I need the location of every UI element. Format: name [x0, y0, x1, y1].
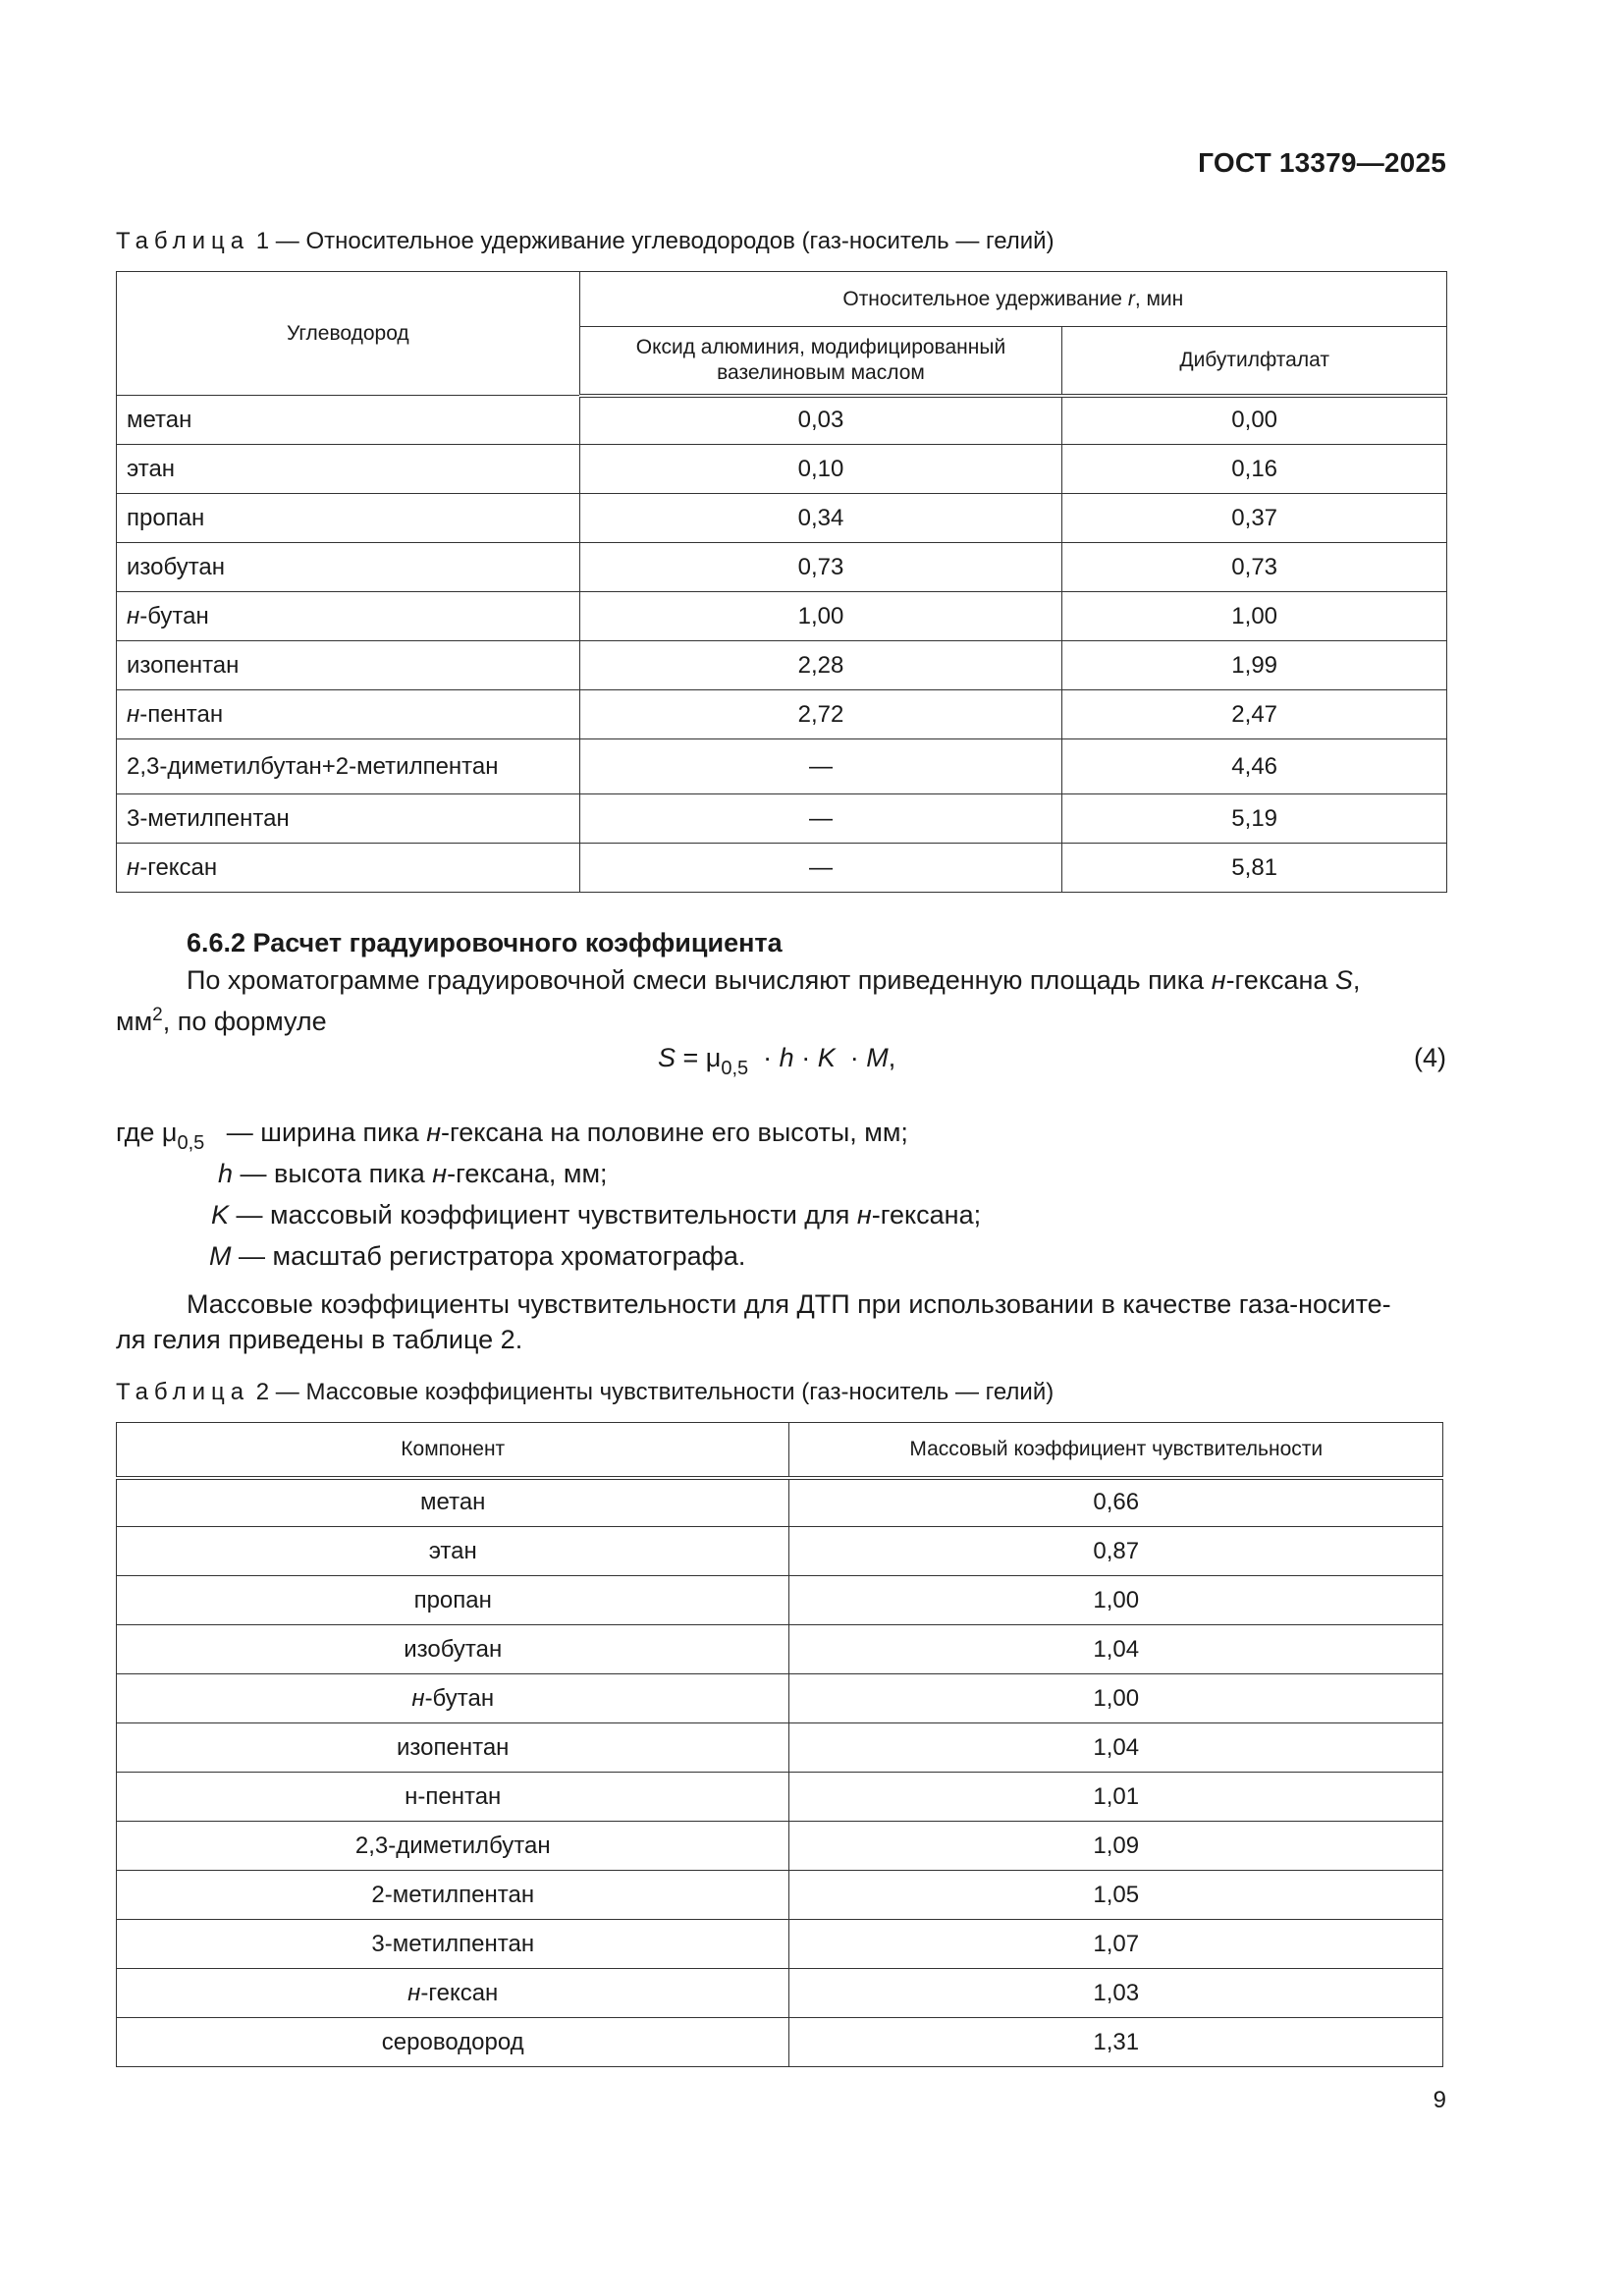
- table2-row: [117, 1576, 1443, 1625]
- table2-row: [117, 1625, 1443, 1674]
- table2-cell-coefficient: 1,03: [789, 1969, 1443, 2018]
- table2-row: [117, 1674, 1443, 1723]
- table1-cell-dibutylphthalate: 1,99: [1062, 641, 1447, 690]
- section-title: 6.6.2 Расчет градуировочного коэффициента: [187, 928, 783, 957]
- formula-number: (4): [1414, 1043, 1446, 1072]
- table1-cell-component: этан: [117, 445, 580, 494]
- table2-cell-coefficient: 1,04: [789, 1723, 1443, 1773]
- table1-cell-dibutylphthalate: 1,00: [1062, 592, 1447, 641]
- table1-cell-dibutylphthalate: 0,73: [1062, 543, 1447, 592]
- table1-row: [117, 690, 1447, 739]
- definition-h: h — высота пика н-гексана, мм;: [218, 1159, 608, 1188]
- formula-4: $S = \mu_{0,5} \cdot h \cdot K \cdot M$,: [658, 1043, 896, 1079]
- table1-cell-alumina: 0,34: [579, 494, 1062, 543]
- table1-cell-dibutylphthalate: 0,00: [1062, 396, 1447, 445]
- table2-cell-component: метан: [117, 1478, 789, 1527]
- table1-cell-dibutylphthalate: 2,47: [1062, 690, 1447, 739]
- table2-header-value: Массовый коэффициент чувствительности: [789, 1423, 1443, 1478]
- table2-row: [117, 1527, 1443, 1576]
- table2-header-component: Компонент: [117, 1423, 789, 1478]
- definition-m: M — масштаб регистратора хроматографа.: [209, 1241, 746, 1271]
- table1-cell-alumina: 0,73: [579, 543, 1062, 592]
- table2-caption-label: Таблица: [116, 1379, 250, 1405]
- table1-header-component: Углеводород: [117, 272, 580, 396]
- table2-row: [117, 1478, 1443, 1527]
- standard-header: ГОСТ 13379—2025: [1198, 147, 1446, 178]
- table2-caption: [116, 1379, 1054, 1406]
- table1-cell-component: н-бутан: [117, 592, 580, 641]
- table1-row: [117, 794, 1447, 844]
- table2-cell-coefficient: 1,07: [789, 1920, 1443, 1969]
- table1-cell-alumina: —: [579, 739, 1062, 794]
- table1-row: [117, 641, 1447, 690]
- paragraph-2-line1: Массовые коэффициенты чувствительности для ДТП при использовании в качестве газа-носите-: [187, 1289, 1391, 1319]
- table2-cell-coefficient: 0,66: [789, 1478, 1443, 1527]
- table2-cell-coefficient: 1,04: [789, 1625, 1443, 1674]
- intro-paragraph-line2: $мм^2$, по формуле: [116, 1005, 327, 1036]
- table1-header-group: Относительное удерживание r, мин: [579, 272, 1446, 327]
- definition-mu: где $\mu_{0,5}$ — ширина пика н-гексана на половине его высоты, мм;: [116, 1118, 908, 1154]
- page-number: 9: [1433, 2087, 1446, 2113]
- table2-cell-coefficient: 1,09: [789, 1822, 1443, 1871]
- table1-cell-component: н-пентан: [117, 690, 580, 739]
- table2-cell-component: сероводород: [117, 2018, 789, 2067]
- table1-cell-component: изопентан: [117, 641, 580, 690]
- table1-cell-alumina: 2,28: [579, 641, 1062, 690]
- table2-cell-component: изобутан: [117, 1625, 789, 1674]
- table2-cell-component: этан: [117, 1527, 789, 1576]
- table2-cell-component: 2,3-диметилбутан: [117, 1822, 789, 1871]
- table1-cell-component: 3-метилпентан: [117, 794, 580, 844]
- table2-cell-coefficient: 1,05: [789, 1871, 1443, 1920]
- table1-cell-component: 2,3-диметилбутан+2-метилпентан: [117, 739, 580, 794]
- table1-cell-component: пропан: [117, 494, 580, 543]
- table2-row: [117, 1723, 1443, 1773]
- table1-cell-dibutylphthalate: 0,37: [1062, 494, 1447, 543]
- table1-row: [117, 543, 1447, 592]
- table1-row: [117, 396, 1447, 445]
- table1-row: [117, 844, 1447, 893]
- table1-cell-component: н-гексан: [117, 844, 580, 893]
- table2-cell-coefficient: 1,00: [789, 1674, 1443, 1723]
- table1-cell-dibutylphthalate: 4,46: [1062, 739, 1447, 794]
- table1-row: [117, 494, 1447, 543]
- intro-paragraph-line1: По хроматограмме градуировочной смеси вычисляют приведенную площадь пика н-гексана S,: [187, 965, 1361, 995]
- table1-cell-alumina: 1,00: [579, 592, 1062, 641]
- table2-cell-component: н-пентан: [117, 1773, 789, 1822]
- table1-caption: [116, 228, 1055, 255]
- table1-cell-component: изобутан: [117, 543, 580, 592]
- table1-cell-alumina: —: [579, 794, 1062, 844]
- table1: [116, 271, 1447, 893]
- table2-cell-coefficient: 1,31: [789, 2018, 1443, 2067]
- table1-caption-text: 1 — Относительное удерживание углеводородов (газ-носитель — гелий): [249, 228, 1055, 254]
- table2-caption-text: 2 — Массовые коэффициенты чувствительности (газ-носитель — гелий): [249, 1379, 1055, 1405]
- table1-header-col-a: Оксид алюминия, модифицированный вазелиновым маслом: [579, 327, 1062, 396]
- table2-cell-component: н-гексан: [117, 1969, 789, 2018]
- table1-cell-alumina: 0,10: [579, 445, 1062, 494]
- table2-row: [117, 1871, 1443, 1920]
- table2-cell-component: 3-метилпентан: [117, 1920, 789, 1969]
- table1-header-col-b: Дибутилфталат: [1062, 327, 1447, 396]
- table1-cell-dibutylphthalate: 5,19: [1062, 794, 1447, 844]
- definition-k: K — массовый коэффициент чувствительности для н-гексана;: [211, 1200, 982, 1230]
- table1-row: [117, 445, 1447, 494]
- table1-row: [117, 592, 1447, 641]
- table2-cell-coefficient: 0,87: [789, 1527, 1443, 1576]
- table1-cell-dibutylphthalate: 5,81: [1062, 844, 1447, 893]
- table2-cell-component: изопентан: [117, 1723, 789, 1773]
- table2-row: [117, 1822, 1443, 1871]
- table1-cell-dibutylphthalate: 0,16: [1062, 445, 1447, 494]
- paragraph-2-line2: ля гелия приведены в таблице 2.: [116, 1325, 523, 1354]
- table2-cell-component: пропан: [117, 1576, 789, 1625]
- table2-cell-component: н-бутан: [117, 1674, 789, 1723]
- table2-cell-coefficient: 1,01: [789, 1773, 1443, 1822]
- table1-caption-label: Таблица: [116, 228, 250, 254]
- table2-cell-component: 2-метилпентан: [117, 1871, 789, 1920]
- table1-cell-alumina: —: [579, 844, 1062, 893]
- table2-row: [117, 1920, 1443, 1969]
- table1-cell-alumina: 0,03: [579, 396, 1062, 445]
- table2-row: [117, 1969, 1443, 2018]
- table1-cell-component: метан: [117, 396, 580, 445]
- table2-row: [117, 1773, 1443, 1822]
- table2: [116, 1422, 1443, 2067]
- table2-row: [117, 2018, 1443, 2067]
- table1-row: [117, 739, 1447, 794]
- table1-cell-alumina: 2,72: [579, 690, 1062, 739]
- table2-cell-coefficient: 1,00: [789, 1576, 1443, 1625]
